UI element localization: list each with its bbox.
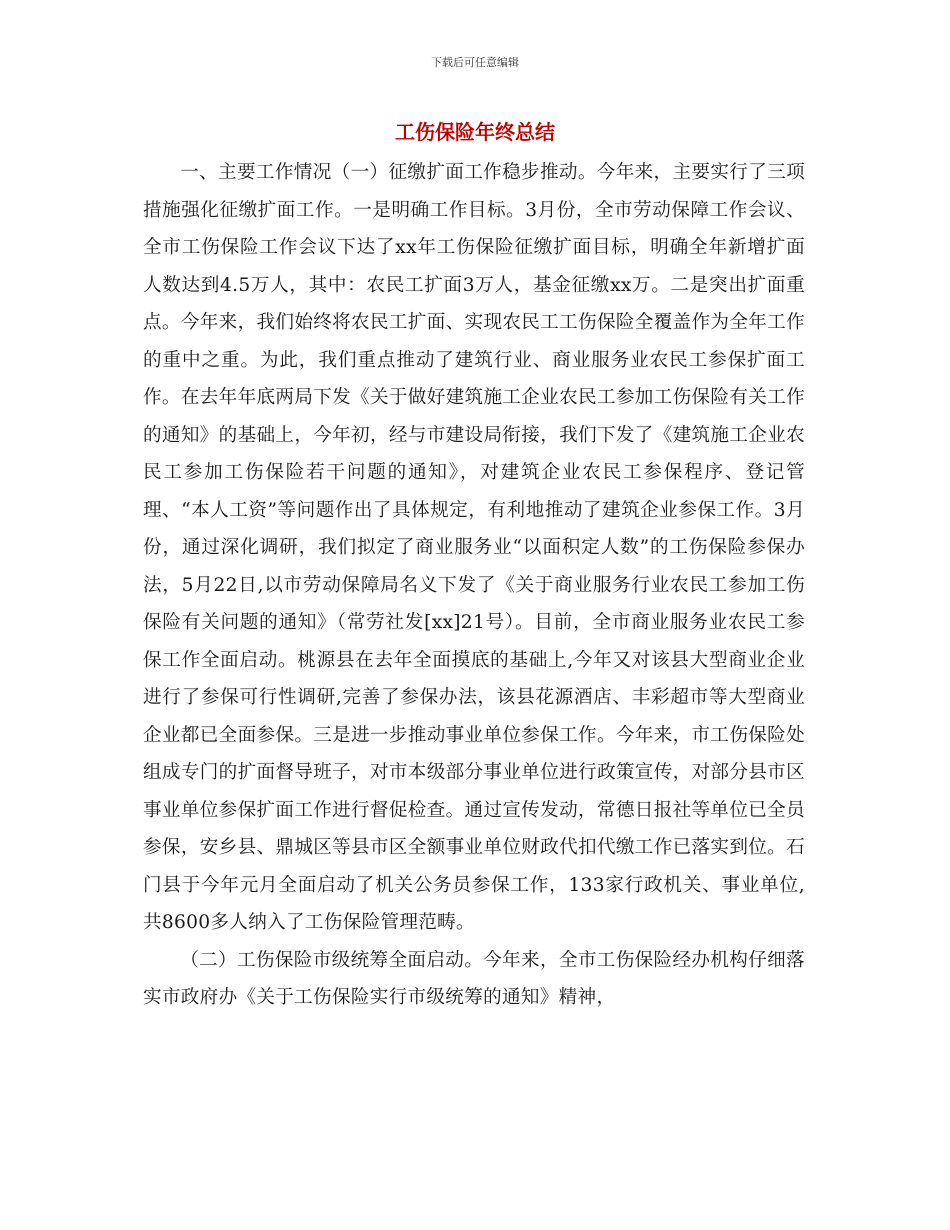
document-title: 工伤保险年终总结 — [395, 120, 555, 144]
paragraph-2: （二）工伤保险市级统筹全面启动。今年来，全市工伤保险经办机构仔细落实市政府办《关于工伤保险实行市级统筹的通知》精神， — [143, 949, 805, 1008]
header-note: 下载后可任意编辑 — [431, 56, 519, 69]
document-body — [143, 154, 805, 1017]
paragraph-1: 一、主要工作情况（一）征缴扩面工作稳步推动。今年来，主要实行了三项措施强化征缴扩面工作。一是明确工作目标。3月份，全市劳动保障工作会议、全市工伤保险工作会议下达了xx年工伤保险征缴扩面目标，明确全年新增扩面人数达到4.5万人，其中：农民工扩面3万人，基金征缴xx万。二是突出扩面重点。今年来，我们始终将农民工扩面、实现农民工工伤保险全覆盖作为全年工作的重中之重。为此，我们重点推动了建筑行业、商业服务业农民工参保扩面工作。在去年年底两局下发《关于做好建筑施工企业农民工参加工伤保险有关工作的通知》的基础上，今年初，经与市建设局衔接，我们下发了《建筑施工企业农民工参加工伤保险若干问题的通知》，对建筑企业农民工参保程序、登记管理、“本人工资”等问题作出了具体规定，有利地推动了建筑企业参保工作。3月份，通过深化调研，我们拟定了商业服务业“以面积定人数”的工伤保险参保办法，5月22日,以市劳动保障局名义下发了《关于商业服务行业农民工参加工伤保险有关问题的通知》（常劳社发[xx]21号）。目前，全市商业服务业农民工参保工作全面启动。桃源县在去年全面摸底的基础上,今年又对该县大型商业企业进行了参保可行性调研,完善了参保办法，该县花源酒店、丰彩超市等大型商业企业都已全面参保。三是进一步推动事业单位参保工作。今年来，市工伤保险处组成专门的扩面督导班子，对市本级部分事业单位进行政策宣传，对部分县市区事业单位参保扩面工作进行督促检查。通过宣传发动，常德日报社等单位已全员参保，安乡县、鼎城区等县市区全额事业单位财政代扣代缴工作已落实到位。石门县于今年元月全面启动了机关公务员参保工作，133家行政机关、事业单位,共8600多人纳入了工伤保险管理范畴。 — [143, 162, 805, 933]
